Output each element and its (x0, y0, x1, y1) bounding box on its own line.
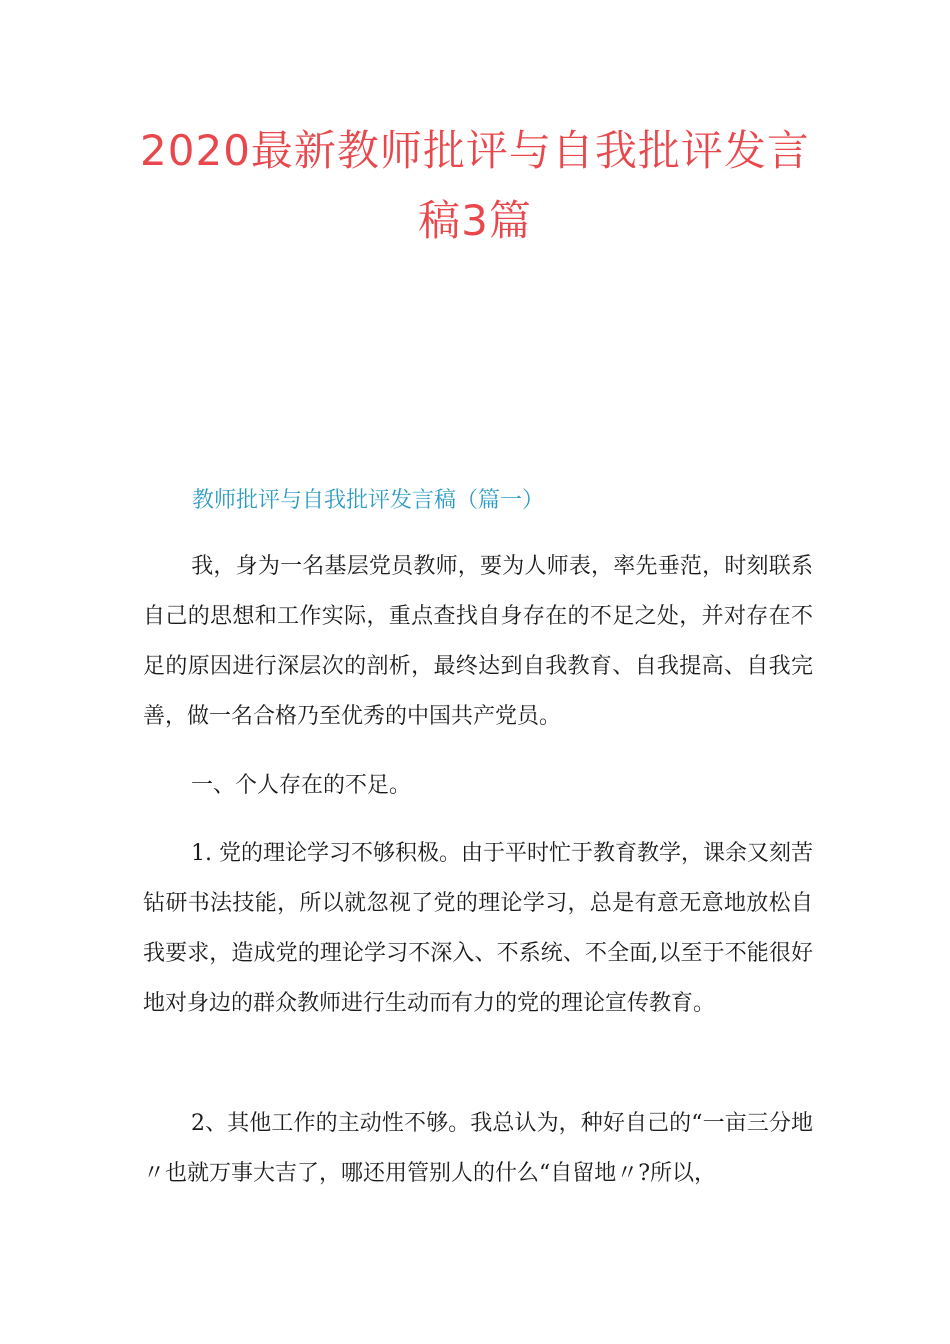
paragraph-text: 1. 党的理论学习不够积极。由于平时忙于教育教学，课余又刻苦钻研书法技能，所以就忽视了党的理论学习，总是有意无意地放松自我要求，造成党的理论学习不深入、不系统、不全面,以至于不能很好地对身边的群众教师进行生动而有力的党的理论宣传教育。 (143, 841, 813, 1016)
paragraph-text: 一、个人存在的不足。 (191, 773, 412, 798)
title-line-2: 稿3篇 (418, 196, 532, 245)
paragraph-subheading (143, 761, 813, 811)
paragraph-point-1 (143, 829, 813, 1029)
document-title (0, 116, 950, 256)
paragraph-intro (143, 542, 813, 742)
section-heading: 教师批评与自我批评发言稿（篇一） (192, 488, 545, 513)
paragraph-text: 我，身为一名基层党员教师，要为人师表，率先垂范，时刻联系自己的思想和工作实际，重点查找自身存在的不足之处，并对存在不足的原因进行深层次的剖析，最终达到自我教育、自我提高、自我完善，做一名合格乃至优秀的中国共产党员。 (143, 554, 813, 729)
paragraph-text: 2、其他工作的主动性不够。我总认为，种好自己的“一亩三分地〃也就万事大吉了，哪还用管别人的什么“自留地〃?所以， (143, 1111, 813, 1186)
paragraph-point-2 (143, 1099, 813, 1199)
title-line-1: 2020最新教师批评与自我批评发言 (140, 126, 810, 175)
